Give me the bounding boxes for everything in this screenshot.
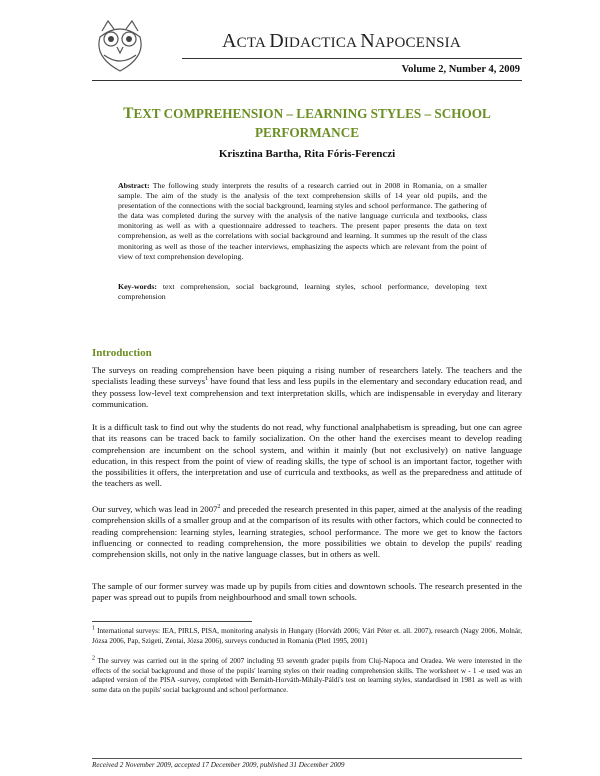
abstract — [118, 181, 487, 262]
volume-rule — [92, 80, 522, 81]
header-rule — [182, 58, 522, 59]
article-title: TEXT COMPREHENSION – LEARNING STYLES – SCHOOL PERFORMANCE — [123, 105, 491, 140]
footer-rule — [92, 758, 522, 759]
abstract-text: The following study interprets the results of a research carried out in 2008 in Romania, on a smaller sample. The aim of the study is the analysis of the text comprehension skills of 14 year old pupils, and the presentation of the connections with the social background, learning styles and school performance. The gathering of the data was completed during the survey with the analysis of the native language curricula and textbooks, class monitoring as well as with a questionnaire addressed to teachers. The present paper presents the data on text comprehension, as well as the correlations with social background and learning. It summes up the result of the class monitoring as well as those of the teacher interviews, emphasizing the aspects which are relevant from the point of view of text comprehension developing. — [118, 181, 487, 261]
paragraph: The sample of our former survey was made up by pupils from cities and downtown schools. The research presented in the paper was spread out to pupils from neighbourhood and small town schools. — [92, 581, 522, 603]
keywords — [118, 282, 487, 302]
abstract-label: Abstract: — [118, 181, 150, 190]
footnote-rule — [92, 621, 252, 622]
paragraph: The surveys on reading comprehension have been piquing a rising number of researchers lately. The teachers and the specialists leading these surveys$^1$ have found that less and less pupils in the elementary and secondary education read, and they possess low-level text comprehension and text interpretation skills, which are indispensable in everyday and literary communication. — [92, 365, 522, 409]
volume-info: Volume 2, Number 4, 2009 — [401, 64, 520, 75]
footnote: $^1$ International surveys: IEA, PIRLS, PISA, monitoring analysis in Hungary (Horváth 2006; Vári Péter et. all. 2007), research (Nagy 2006, Molnár, Józsa 2006, Pap, Szigeti, Zentai, Józsa 2006), surveys conducted in Romania (Pletl 1995, 2001) — [92, 625, 522, 645]
footnote: $^2$ The survey was carried out in the spring of 2007 including 93 seventh grader pupils from Cluj-Napoca and Oradea. We were interested in the effects of the social background and those of the pupils' learning styles on their reading comprehension skills. The worksheet w - 1 -e used was an adapted version of the PISA -survey, completed with Bernáth-Horváth-Mihály-Páldi's test on learning styles, standardised in 1981 as well as with some data on the pupils' social background and school performance. — [92, 655, 522, 695]
article-authors: Krisztina Bartha, Rita Fóris-Ferenczi — [218, 148, 396, 160]
section-heading-introduction: Introduction — [92, 347, 152, 359]
journal-title: ACTA DIDACTICA NAPOCENSIA — [222, 30, 461, 52]
footnote-ref: 1 — [205, 376, 209, 383]
paragraph: It is a difficult task to find out why the students do not read, why functional analphabetism is spreading, but one can agree that its reasons can be traced back to family socialization. On the other hand the exercises meant to develop reading comprehension are incumbent on the school system, and within it mainly (but not exclusively) on native language education, in this respect from the point of view of reading skills, the type of school is an important factor, together with the possibilities it offers, the interpretation and use of curricula and textbooks, as well as the preparedness and attitude of the teachers as well. — [92, 422, 522, 489]
footnote-ref: 2 — [217, 504, 221, 511]
publication-dates: Received 2 November 2009, accepted 17 December 2009, published 31 December 2009 — [92, 761, 345, 769]
keywords-label: Key-words: — [118, 282, 157, 291]
paragraph: Our survey, which was lead in 2007$^2$ and preceded the research presented in this paper, aimed at the analysis of the reading comprehension skills of a smaller group and at the comparison of its results with other factors, which could be connected to reading comprehension: learning styles, learning strategies, school performance. The more we get to know the factors influencing or connected to reading comprehension, the more possibilities we obtain to develop the pupils' reading comprehension skills, not only in the native language classes, but in others as well. — [92, 504, 522, 560]
keywords-text: text comprehension, social background, learning styles, school performance, developing text comprehension — [118, 282, 487, 302]
